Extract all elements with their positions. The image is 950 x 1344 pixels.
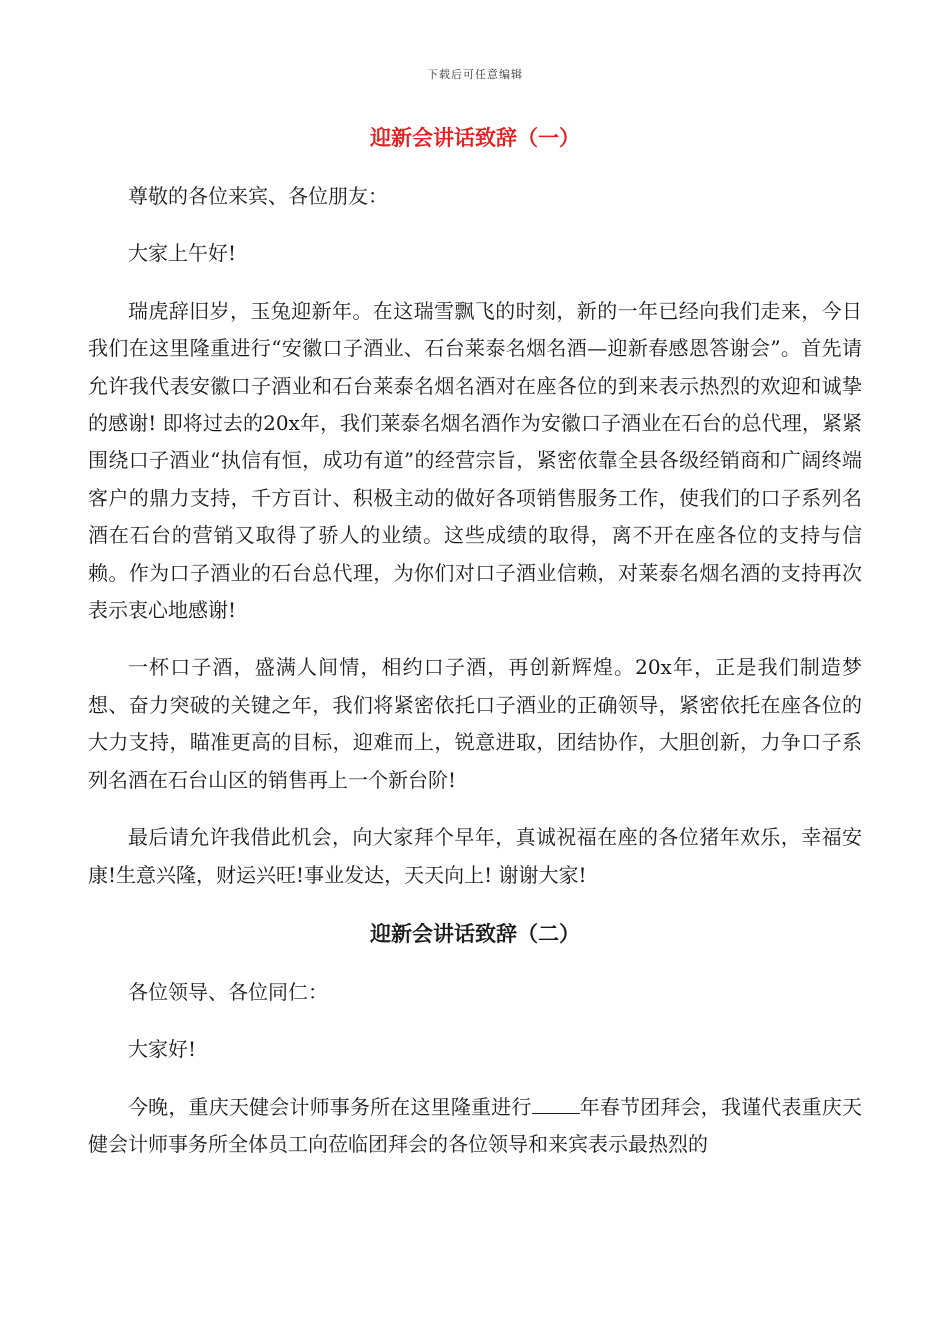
- section1-paragraph-3: 最后请允许我借此机会，向大家拜个早年，真诚祝福在座的各位猪年欢乐，幸福安康!生意兴隆，财运兴旺!事业发达，天天向上! 谢谢大家!: [88, 825, 862, 887]
- section1-title: 迎新会讲话致辞（一）: [370, 125, 580, 150]
- section2-paragraph-1-end: 年春节团拜会，我谨代表重庆天健会计师事务所全体员工向莅临团拜会的各位领导和来宾表示最热烈的: [88, 1094, 863, 1157]
- section2-hello: 大家好!: [128, 1037, 197, 1062]
- section1-hello: 大家上午好!: [128, 241, 237, 266]
- section2-greeting: 各位领导、各位同仁：: [128, 979, 328, 1004]
- fill-in-blank: [532, 1095, 580, 1114]
- section1-greeting: 尊敬的各位来宾、各位朋友：: [128, 184, 388, 208]
- header-note: 下载后可任意编辑: [427, 68, 523, 81]
- document-body: [88, 118, 862, 1164]
- section1-paragraph-1: 瑞虎辞旧岁，玉兔迎新年。在这瑞雪飘飞的时刻，新的一年已经向我们走来，今日我们在这里隆重进行“安徽口子酒业、石台莱泰名烟名酒—迎新春感恩答谢会”。首先请允许我代表安徽口子酒业和石台莱泰名烟名酒对在座各位的到来表示热烈的欢迎和诚挚的感谢! 即将过去的20x年，我们莱泰名烟名酒作为安徽口子酒业在石台的总代理，紧紧围绕口子酒业“执信有恒，成功有道”的经营宗旨，紧密依靠全县各级经销商和广阔终端客户的鼎力支持，千方百计、积极主动的做好各项销售服务工作，使我们的口子系列名酒在石台的营销又取得了骄人的业绩。这些成绩的取得，离不开在座各位的支持与信赖。作为口子酒业的石台总代理，为你们对口子酒业信赖，对莱泰名烟名酒的支持再次表示衷心地感谢!: [88, 298, 862, 623]
- section2-title: 迎新会讲话致辞（二）: [370, 920, 580, 946]
- section1-paragraph-2: 一杯口子酒，盛满人间情，相约口子酒，再创新辉煌。20x年，正是我们制造梦想、奋力突破的关键之年，我们将紧密依托口子酒业的正确领导，紧密依托在座各位的大力支持，瞄准更高的目标，迎难而上，锐意进取，团结协作，大胆创新，力争口子系列名酒在石台山区的销售再上一个新台阶!: [88, 655, 862, 792]
- section2-paragraph-1: [88, 1089, 862, 1164]
- section2-paragraph-1-start: 今晚，重庆天健会计师事务所在这里隆重进行: [128, 1094, 532, 1119]
